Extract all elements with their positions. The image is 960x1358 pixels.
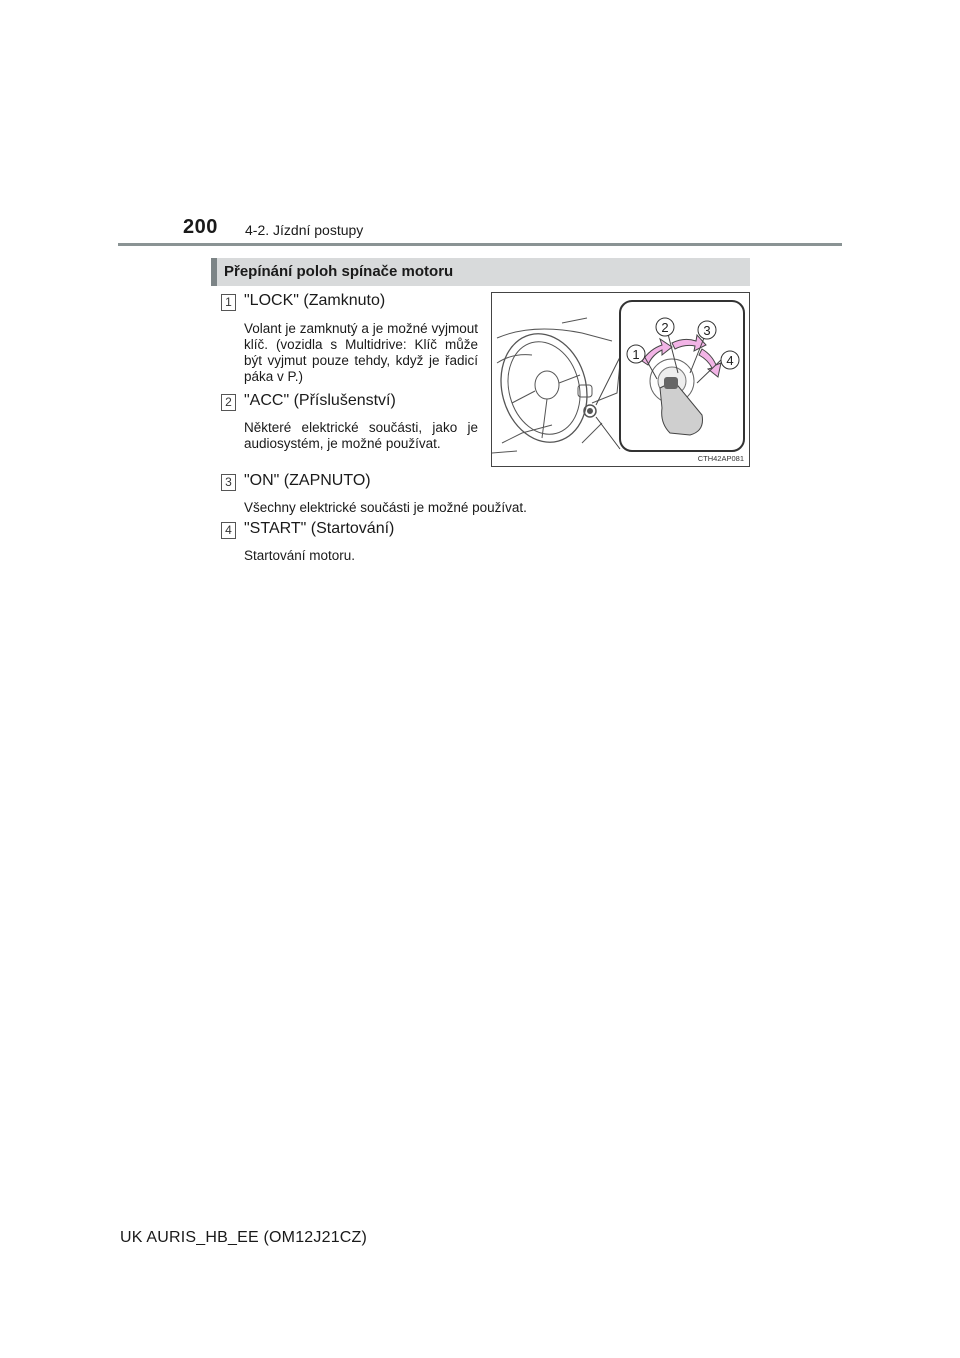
footer-model-code: UK AURIS_HB_EE (OM12J21CZ) <box>120 1229 368 1246</box>
section-title: Přepínání poloh spínače motoru <box>224 263 454 280</box>
section-title-bar <box>211 258 750 286</box>
item-number-badge: 3 <box>221 474 236 491</box>
callout-3: 3 <box>703 323 711 338</box>
section-label: 4-2. Jízdní postupy <box>245 222 364 238</box>
item-description: Volant je zamknutý a je možné vyjmout klíč. (vozidla s Multidrive: Klíč může být vyjmut pouze tehdy, když je řadicí páka v P.) <box>244 321 478 384</box>
item-heading: "START" (Startování) <box>244 520 395 537</box>
item-description: Všechny elektrické součásti je možné používat. <box>244 500 527 515</box>
item-description: Startování motoru. <box>244 548 356 563</box>
item-number-badge: 1 <box>221 294 236 311</box>
item-heading: "LOCK" (Zamknuto) <box>244 292 386 309</box>
item-number-badge: 2 <box>221 394 236 411</box>
callout-2: 2 <box>661 320 669 335</box>
callout-4: 4 <box>726 353 734 368</box>
header-divider <box>118 243 842 246</box>
item-description: Některé elektrické součásti, jako je audiosystém, je možné používat. <box>244 420 478 451</box>
section-bar-accent <box>211 258 217 286</box>
page-number: 200 <box>183 216 218 238</box>
ignition-diagram <box>492 293 749 466</box>
item-heading: "ACC" (Příslušenství) <box>244 392 396 409</box>
item-heading: "ON" (ZAPNUTO) <box>244 472 371 489</box>
item-number-badge: 4 <box>221 522 236 539</box>
ignition-switch-illustration <box>491 292 750 467</box>
figure-code: CTH42AP081 <box>697 454 744 463</box>
callout-1: 1 <box>632 347 640 362</box>
